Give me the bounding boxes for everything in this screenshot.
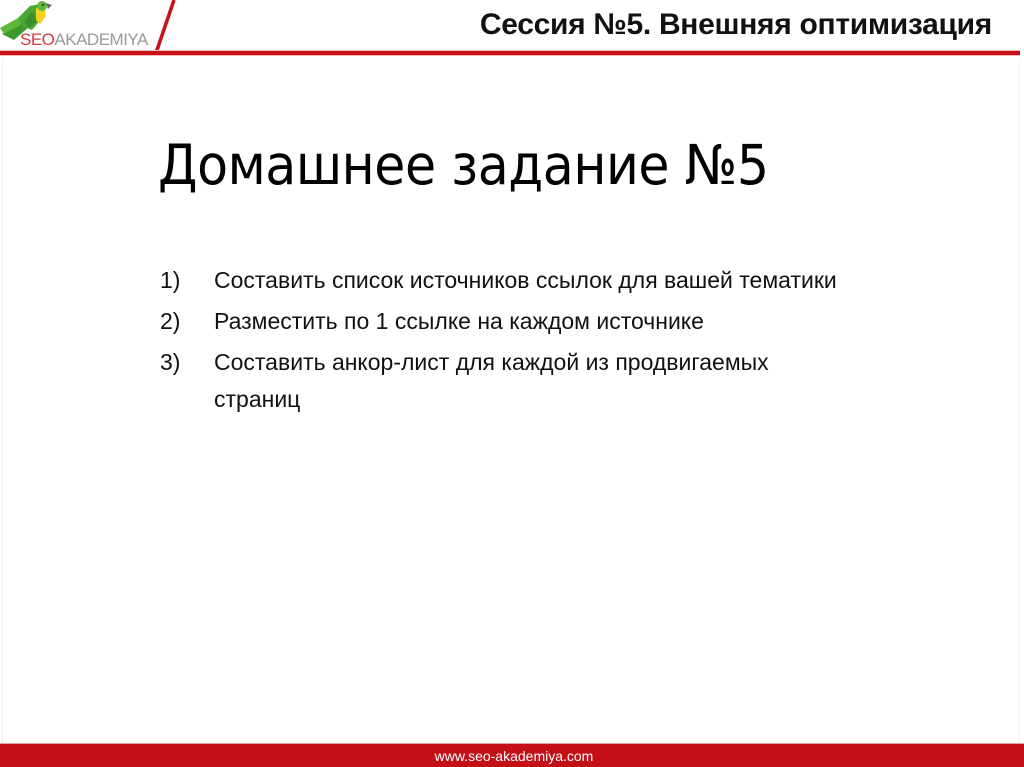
task-item-3 <box>160 344 920 418</box>
session-title: Сессия №5. Внешняя оптимизация <box>479 8 992 41</box>
task-text: Составить список источников ссылок для вашей тематики <box>214 267 837 293</box>
footer-bar <box>0 743 1024 767</box>
task-number: 2) <box>160 308 181 334</box>
task-text: Составить анкор-лист для каждой из продвигаемых страниц <box>214 349 769 412</box>
task-list <box>160 262 920 422</box>
logo-akademiya-text: AKADEMIYA <box>54 30 148 49</box>
header-slash-decoration <box>150 0 176 55</box>
header-divider <box>0 51 1020 55</box>
logo-seo-text: SEO <box>20 30 55 49</box>
task-number: 3) <box>160 349 181 375</box>
slide-right-border <box>1019 58 1020 743</box>
page-title: Домашнее задание №5 <box>158 133 769 197</box>
footer-url[interactable]: www.seo-akademiya.com <box>434 748 594 764</box>
task-item-2 <box>160 303 920 340</box>
slide-left-border <box>2 58 3 743</box>
task-text: Разместить по 1 ссылке на каждом источнике <box>214 308 704 334</box>
logo-text <box>20 30 148 50</box>
task-number: 1) <box>160 267 181 293</box>
logo <box>0 0 150 52</box>
task-item-1 <box>160 262 920 299</box>
